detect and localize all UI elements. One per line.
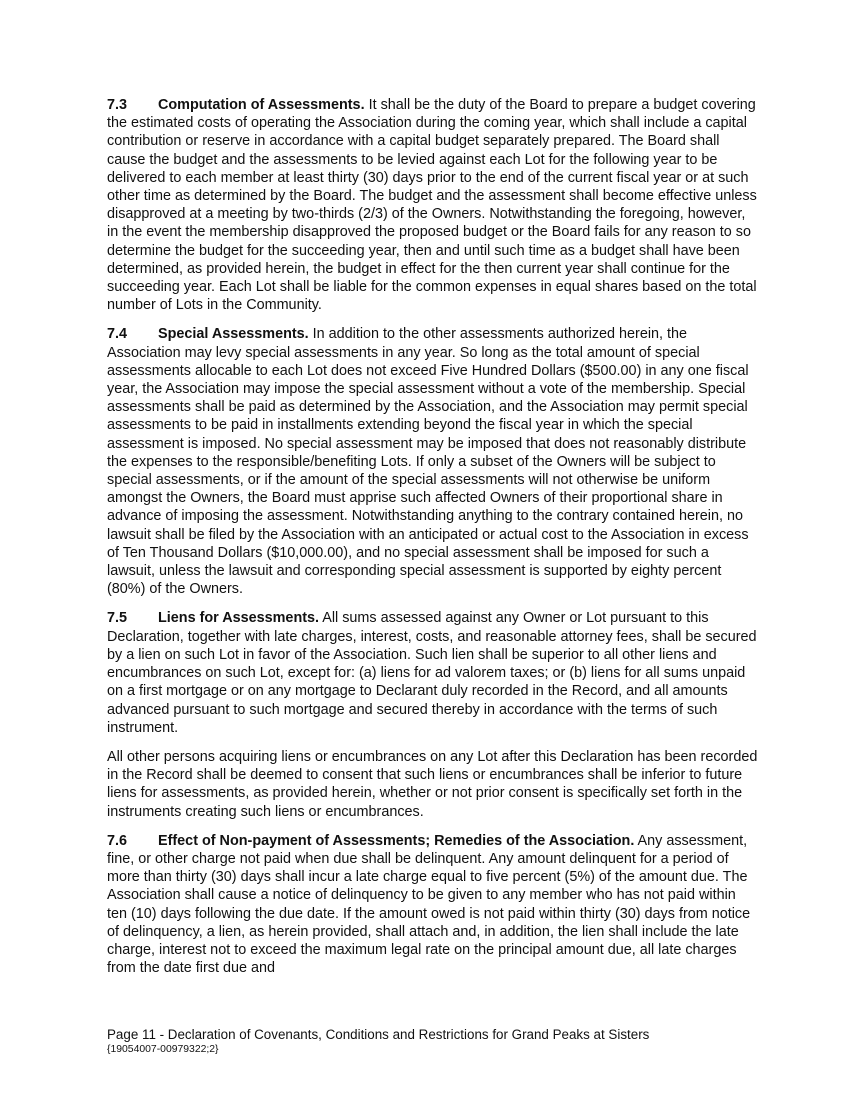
section-7-5-continuation: All other persons acquiring liens or encumbrances on any Lot after this Declaration has been recorded in the Record shall be deemed to consent that such liens or encumbrances shall be inferior to future liens for assessments, as provided herein, whether or not prior consent is specifically set forth in the instruments creating such liens or encumbrances. (107, 748, 758, 820)
section-number: 7.6 (107, 832, 128, 849)
section-title: Effect of Non-payment of Assessments; Remedies of the Association. (158, 832, 635, 849)
section-text: Any assessment, fine, or other charge not paid when due shall be delinquent. Any amount delinquent for a period of more than thirty (30) days shall incur a late charge equal to five percent (5%) of the amount due. The Association shall cause a notice of delinquency to be given to any member who has not paid within ten (10) days following the due date. If the amount owed is not paid within thirty (30) days from notice of delinquency, a lien, as herein provided, shall attach and, in addition, the lien shall include the late charge, interest not to exceed the maximum legal rate on the principal amount due, all late charges from the date first due and (107, 832, 751, 977)
section-text: All sums assessed against any Owner or Lot pursuant to this Declaration, together with late charges, interest, costs, and reasonable attorney fees, shall be secured by a lien on such Lot in favor of the Association. Such lien shall be superior to all other liens and encumbrances on such Lot, except for: (a) liens for ad valorem taxes; or (b) liens for all sums unpaid on a first mortgage or on any mortgage to Declarant duly recorded in the Record, and all amounts advanced pursuant to such mortgage and secured thereby in accordance with the terms of such instrument. (107, 610, 757, 736)
section-text: It shall be the duty of the Board to prepare a budget covering the estimated costs of operating the Association during the coming year, which shall include a capital contribution or reserve in accordance with a capital budget separately prepared. The Board shall cause the budget and the assessments to be levied against each Lot for the following year to be delivered to each member at least thirty (30) days prior to the end of the current fiscal year or at such other time as determined by the Board. The budget and the assessment shall become effective unless disapproved at a meeting by two-thirds (2/3) of the Owners. Notwithstanding the foregoing, however, in the event the membership disapproved the proposed budget or the Board fails for any reason to so determine the budget for the succeeding year, then and until such time as a budget shall have been determined, as provided herein, the budget in effect for the then current year shall continue for the succeeding year. Each Lot shall be liable for the common expenses in equal shares based on the total number of Lots in the Community. (107, 97, 757, 314)
section-number: 7.5 (107, 610, 128, 627)
section-title: Special Assessments. (158, 326, 309, 343)
footer-document-reference: {19054007-00979322;2} (107, 1044, 219, 1055)
section-7-5 (107, 609, 759, 736)
document-body (107, 96, 759, 988)
section-title: Liens for Assessments. (158, 610, 320, 627)
page-footer (107, 1027, 767, 1056)
section-title: Computation of Assessments. (158, 97, 365, 113)
footer-page-line: Page 11 - Declaration of Covenants, Conditions and Restrictions for Grand Peaks at Sisters (107, 1027, 650, 1042)
section-number: 7.3 (107, 97, 128, 113)
section-7-6 (107, 832, 759, 978)
section-number: 7.4 (107, 326, 128, 343)
section-text: In addition to the other assessments authorized herein, the Association may levy special assessments in any year. So long as the total amount of special assessments allocable to each Lot does not exceed Five Hundred Dollars ($500.00) in any one fiscal year, the Association may impose the special assessment without a vote of the membership. Special assessments shall be paid as determined by the Association, and the Association may permit special assessments to be paid in installments extending beyond the fiscal year in which the special assessment is imposed. No special assessment may be imposed that does not reasonably distribute the expenses to the responsible/benefiting Lots. If only a subset of the Owners will be subject to special assessments, or if the amount of the special assessments will not otherwise be uniform amongst the Owners, the Board must apprise such affected Owners of their proportional share in advance of imposing the assessment. Notwithstanding anything to the contrary contained herein, no lawsuit shall be filed by the Association with an anticipated or actual cost to the Association in excess of Ten Thousand Dollars ($10,000.00), and no special assessment shall be imposed for such a lawsuit, unless the lawsuit and corresponding special assessment is supported by eighty percent (80%) of the Owners. (107, 326, 749, 598)
section-7-3 (107, 96, 759, 314)
section-7-4 (107, 325, 759, 598)
